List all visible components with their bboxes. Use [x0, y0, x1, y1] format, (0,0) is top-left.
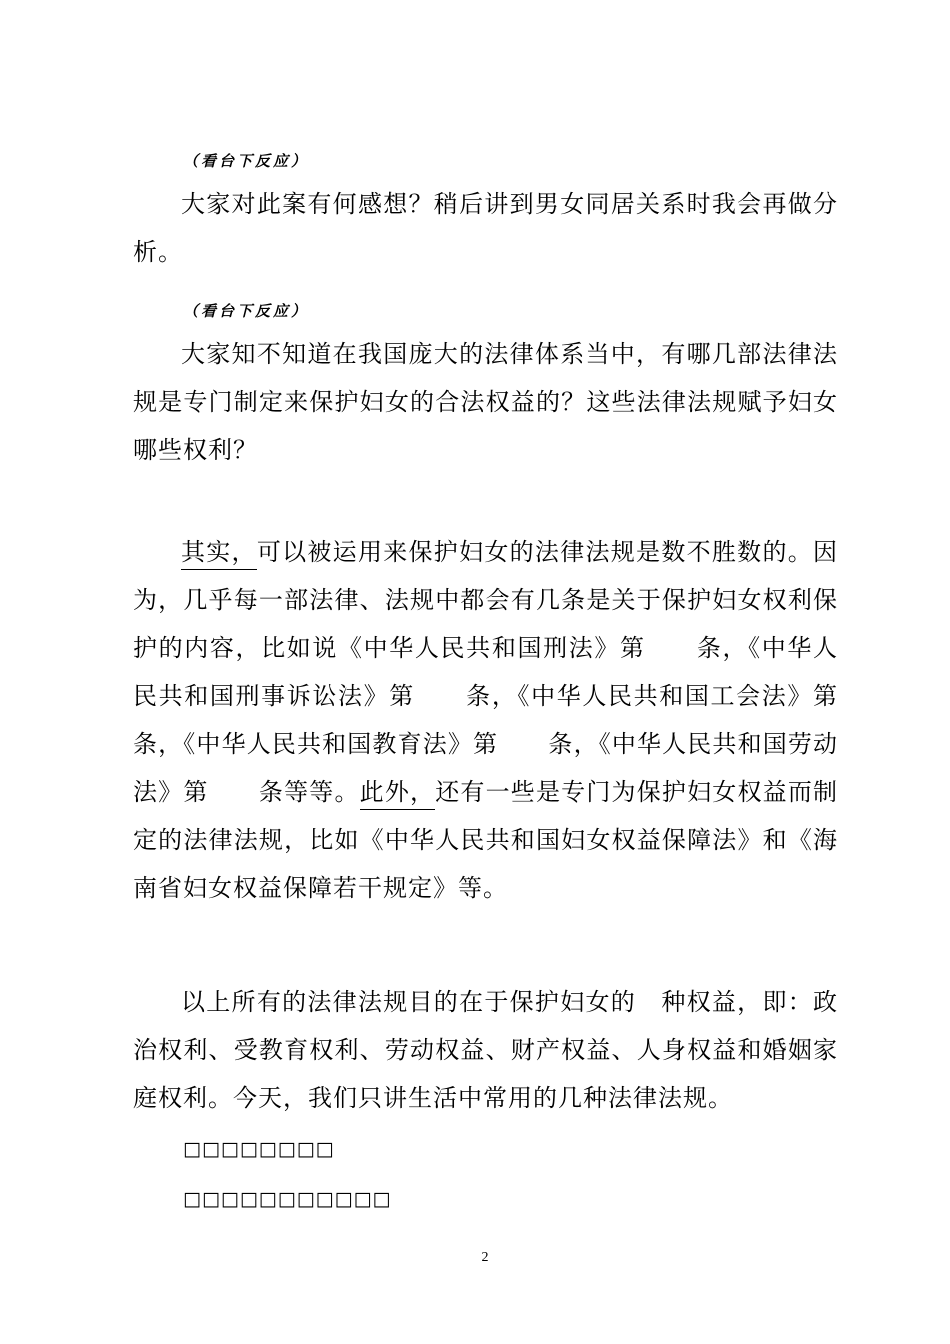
underlined-phrase-qishi: 其实，	[181, 538, 257, 570]
missing-glyph-line-2: □□□□□□□□□□□	[183, 1188, 392, 1210]
page-number: 2	[481, 1250, 489, 1265]
stage-note-1: （看台下反应）	[183, 152, 310, 170]
paragraph-law-question: 大家知不知道在我国庞大的法律体系当中，有哪几部法律法规是专门制定来保护妇女的合法权益的？这些法律法规赋予妇女哪些权利？	[133, 340, 838, 464]
paragraph-rights-summary: 以上所有的法律法规目的在于保护妇女的 种权益，即：政治权利、受教育权利、劳动权益、财产权益、人身权益和婚姻家庭权利。今天，我们只讲生活中常用的几种法律法规。	[133, 988, 838, 1112]
missing-glyph-line-1: □□□□□□□□	[183, 1138, 335, 1160]
underlined-phrase-ciwai: 此外，	[360, 778, 436, 810]
paragraph-laws-list	[133, 528, 888, 912]
stage-note-2: （看台下反应）	[183, 302, 310, 320]
laws-list-text-2: 还有一些是专门为保护妇女权益而制定的法律法规，比如《中华人民共和国妇女权益保障法》和《海南省妇女权益保障若干规定》等。	[133, 778, 839, 902]
paragraph-reaction-question: 大家对此案有何感想？稍后讲到男女同居关系时我会再做分析。	[133, 190, 838, 266]
laws-list-text-1: 可以被运用来保护妇女的法律法规是数不胜数的。因为，几乎每一部法律、法规中都会有几条是关于保护妇女权利保护的内容，比如说《中华人民共和国刑法》第 条，《中华人民共和国刑事诉讼法》第 条，《中华人民共和国工会法》第 条，《中华人民共和国教育法》第 条，《中华人民共和国劳动法》第 条等等。	[133, 538, 888, 806]
